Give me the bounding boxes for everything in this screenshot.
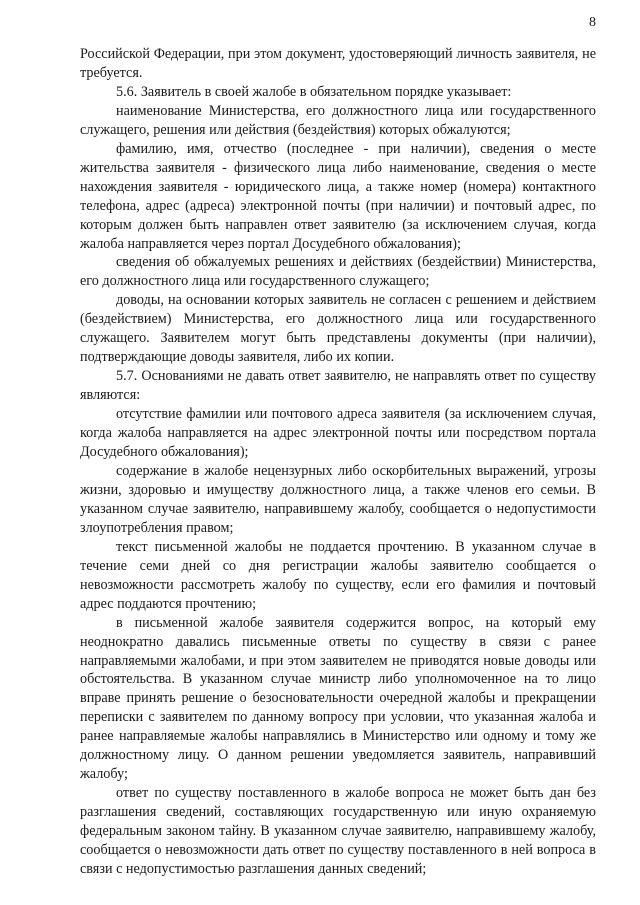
paragraph-5-7-heading: 5.7. Основаниями не давать ответ заявителю, не направлять ответ по существу являются: xyxy=(80,368,596,404)
document-body xyxy=(80,45,596,879)
paragraph-item: в письменной жалобе заявителя содержится вопрос, на который ему неоднократно давались письменные ответы по существу в связи с ранее направляемыми жалобами, и при этом заявителем не приводятся новые доводы или обстоятельства. В указанном случае министр либо уполномоченное на то лицо вправе принять решение о безосновательности очередной жалобы и прекращении переписки с заявителем по данному вопросу при условии, что указанная жалоба и ранее направляемые жалобы направлялись в Министерство или одному и тому же должностному лицу. О данном решении уведомляется заявитель, направивший жалобу; xyxy=(80,614,596,783)
page-number: 8 xyxy=(589,15,596,30)
paragraph-item: фамилию, имя, отчество (последнее - при наличии), сведения о месте жительства заявителя - физического лица либо наименование, сведения о месте нахождения заявителя - юридического лица, а также номер (номера) контактного телефона, адрес (адреса) электронной почты (при наличии) и почтовый адрес, по которым должен быть направлен ответ заявителю (за исключением случая, когда жалоба направляется через портал Досудебного обжалования); xyxy=(80,140,596,252)
paragraph-continuation: Российской Федерации, при этом документ, удостоверяющий личность заявителя, не требуется. xyxy=(80,46,596,81)
paragraph-item: сведения об обжалуемых решениях и действиях (бездействии) Министерства, его должностного лица или государственного служащего; xyxy=(80,254,596,290)
paragraph-5-6-heading: 5.6. Заявитель в своей жалобе в обязательном порядке указывает: xyxy=(116,83,512,100)
paragraph-item: отсутствие фамилии или почтового адреса заявителя (за исключением случая, когда жалоба направляется на адрес электронной почты или посредством портала Досудебного обжалования); xyxy=(80,406,596,461)
paragraph-item: содержание в жалобе нецензурных либо оскорбительных выражений, угрозы жизни, здоровью и имуществу должностного лица, а также членов его семьи. В указанном случае заявителю, направившему жалобу, сообщается о недопустимости злоупотребления правом; xyxy=(80,462,596,536)
paragraph-item: доводы, на основании которых заявитель не согласен с решением и действием (бездействием) Министерства, его должностного лица или государственного служащего. Заявителем могут быть представлены документы (при наличии), подтверждающие доводы заявителя, либо их копии. xyxy=(80,292,596,366)
paragraph-item: текст письменной жалобы не поддается прочтению. В указанном случае в течение семи дней со дня регистрации жалобы заявителю сообщается о невозможности рассмотреть жалобу по существу, если его фамилия и почтовый адрес поддаются прочтению; xyxy=(80,538,596,612)
paragraph-item: наименование Министерства, его должностного лица или государственного служащего, решения или действия (бездействия) которых обжалуются; xyxy=(80,102,596,138)
paragraph-item: ответ по существу поставленного в жалобе вопроса не может быть дан без разглашения сведений, составляющих государственную или иную охраняемую федеральным законом тайну. В указанном случае заявителю, направившему жалобу, сообщается о невозможности дать ответ по существу поставленного в ней вопроса в связи с недопустимостью разглашения данных сведений; xyxy=(80,785,596,877)
